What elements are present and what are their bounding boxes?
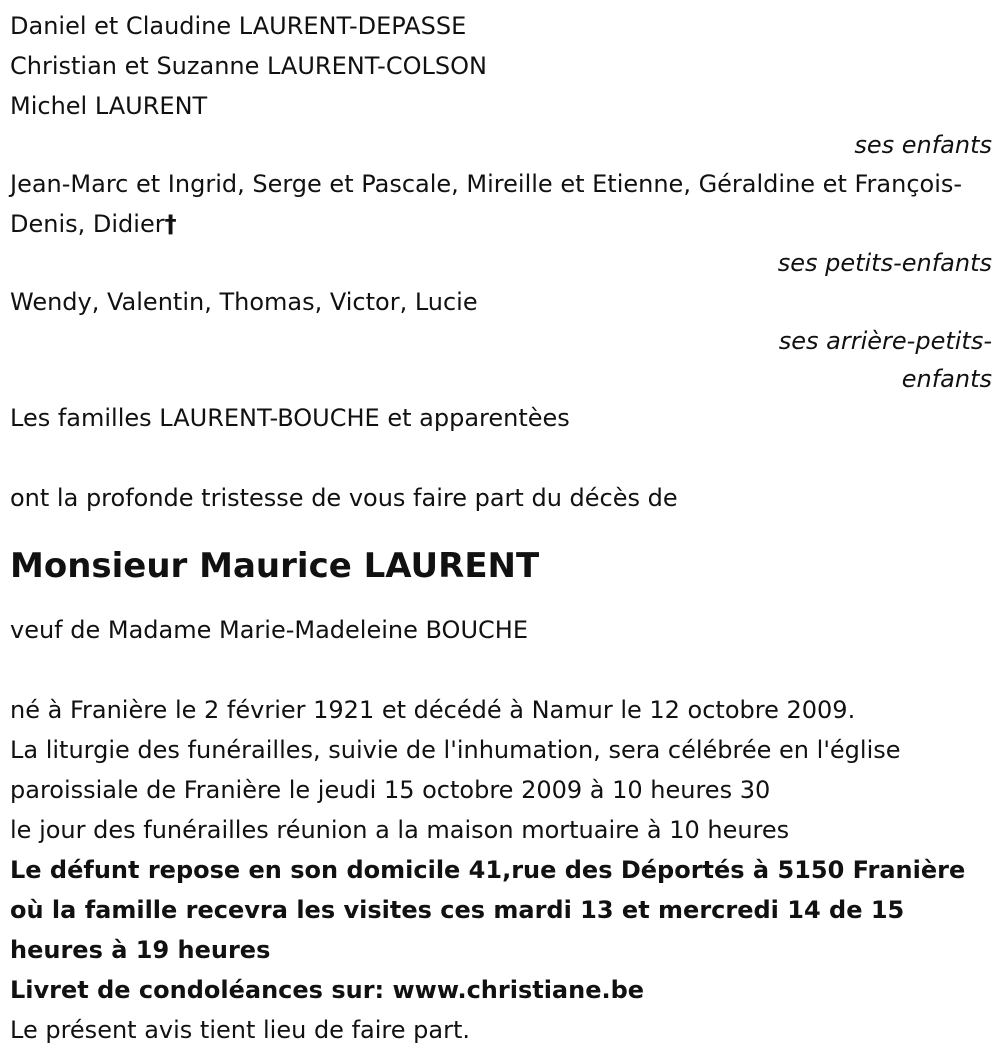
notice-line: Le présent avis tient lieu de faire part. (10, 1016, 470, 1044)
spacer (10, 650, 992, 690)
liturgy-text: La liturgie des funérailles, suivie de l'inhumation, sera célébrée en l'église paroissiale de Franière le jeudi 15 octobre 2009 à 10 heures 30 (10, 736, 901, 804)
announcement-line: ont la profonde tristesse de vous faire part du décès de (10, 484, 678, 512)
birth-death-line: né à Franière le 2 février 1921 et décédé à Namur le 12 octobre 2009. (10, 696, 856, 724)
great-grandchildren-role: ses arrière-petits-enfants (778, 327, 992, 393)
great-grandchildren-role-wrap (10, 322, 992, 398)
families-line: Les familles LAURENT-BOUCHE et apparentèes (10, 404, 570, 432)
spacer (10, 438, 992, 478)
grandchildren-list (10, 164, 970, 244)
obituary-notice (10, 6, 992, 1050)
family-line-1: Daniel et Claudine LAURENT-DEPASSE (10, 12, 467, 40)
grandchildren-role: ses petits-enfants (777, 249, 992, 277)
family-line-3: Michel LAURENT (10, 92, 208, 120)
condolences-line: Livret de condoléances sur: www.christiane.be (10, 976, 645, 1004)
family-line-2: Christian et Suzanne LAURENT-COLSON (10, 52, 487, 80)
resting-text: Le défunt repose en son domicile 41,rue des Déportés à 5150 Franière où la famille recevra les visites ces mardi 13 et mercredi 14 de 15 heures à 19 heures (10, 856, 966, 964)
cross-icon: † (164, 210, 177, 238)
grandchildren-names: Jean-Marc et Ingrid, Serge et Pascale, Mireille et Etienne, Géraldine et François-Denis, Didier (10, 170, 963, 238)
children-role: ses enfants (854, 131, 992, 159)
meeting-line: le jour des funérailles réunion a la maison mortuaire à 10 heures (10, 816, 790, 844)
widower-line: veuf de Madame Marie-Madeleine BOUCHE (10, 616, 528, 644)
deceased-name: Monsieur Maurice LAURENT (10, 546, 540, 586)
great-grandchildren-names: Wendy, Valentin, Thomas, Victor, Lucie (10, 288, 478, 316)
